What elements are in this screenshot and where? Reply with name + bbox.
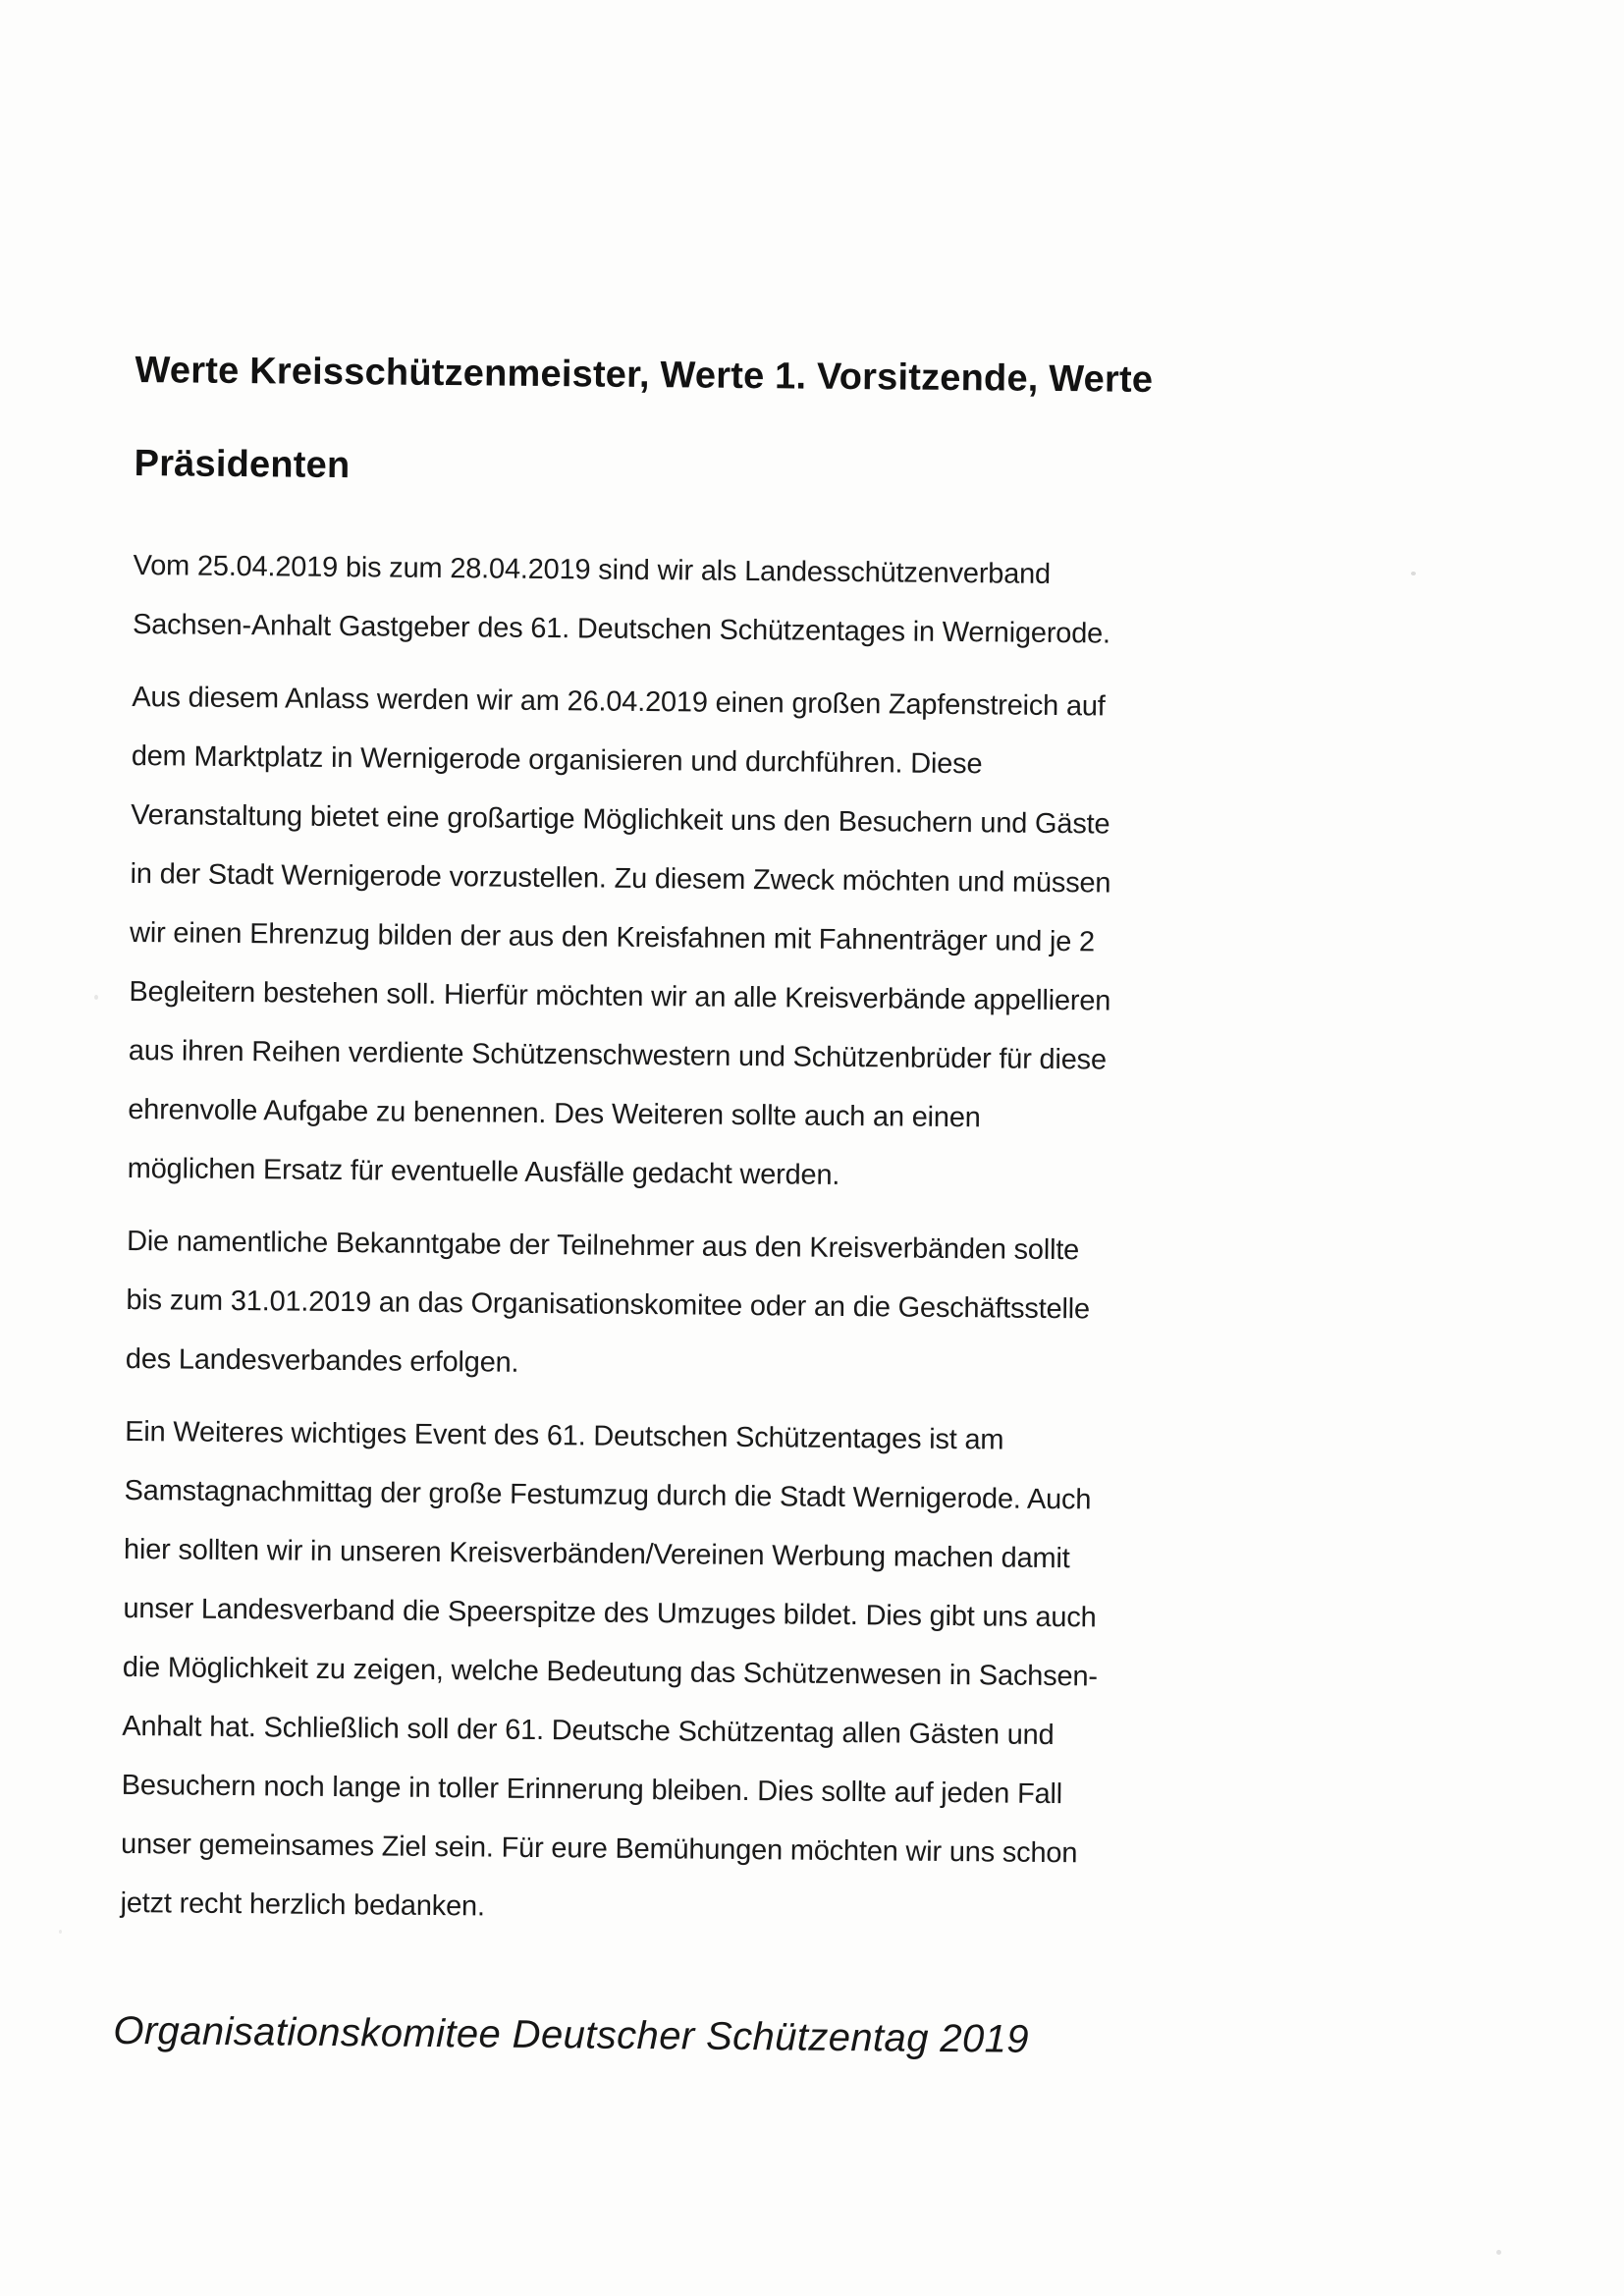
scan-speckle	[59, 1930, 62, 1934]
letter-heading: Werte Kreisschützenmeister, Werte 1. Vorsitzende, Werte Präsidenten	[134, 349, 1154, 487]
letter-paragraph-zapfenstreich: Aus diesem Anlass werden wir am 26.04.2019 einen großen Zapfenstreich auf dem Marktplatz in Wernigerode organisieren und durchführen. Diese Veranstaltung bietet eine großartige Möglichkeit uns den Besuchern und Gäste in der Stadt Wernigerode vorzustellen. Zu diesem Zweck möchten und müssen wir einen Ehrenzug bilden der aus den Kreisfahnen mit Fahnenträger und je 2 Begleitern bestehen soll. Hierfür möchten wir an alle Kreisverbände appellieren aus ihren Reihen verdiente Schützenschwestern und Schützenbrüder für diese ehrenvolle Aufgabe zu benennen. Des Weiteren sollte auch an einen möglichen Ersatz für eventuelle Ausfälle gedacht werden.	[127, 681, 1111, 1191]
letter-paragraph-intro: Vom 25.04.2019 bis zum 28.04.2019 sind wir als Landesschützenverband Sachsen-Anhalt Gastgeber des 61. Deutschen Schützentages in Wernigerode.	[132, 549, 1111, 650]
scan-speckle	[94, 995, 98, 1000]
letter-paragraph-festumzug: Ein Weiteres wichtiges Event des 61. Deutschen Schützentages ist am Samstagnachmittag der große Festumzug durch die Stadt Wernigerode. Auch hier sollten wir in unseren Kreisverbänden/Vereinen Werbung machen damit unser Landesverband die Speerspitze des Umzuges bildet. Dies gibt uns auch die Möglichkeit zu zeigen, welche Bedeutung das Schützenwesen in Sachsen- Anhalt hat. Schließlich soll der 61. Deutsche Schützentag allen Gästen und Besuchern noch lange in toller Erinnerung bleiben. Dies sollte auf jeden Fall unser gemeinsames Ziel sein. Für eure Bemühungen möchten wir uns schon jetzt recht herzlich bedanken.	[120, 1415, 1098, 1923]
scan-speckle	[1411, 572, 1416, 575]
letter-content	[113, 324, 1157, 2063]
letter-paragraph-bekanntgabe: Die namentliche Bekanntgabe der Teilnehmer aus den Kreisverbänden sollte bis zum 31.01.2019 an das Organisationskomitee oder an die Geschäftsstelle des Landesverbandes erfolgen.	[125, 1225, 1091, 1379]
letter-signature: Organisationskomitee Deutscher Schützentag 2019	[113, 2008, 1030, 2061]
scan-speckle	[1496, 2250, 1501, 2255]
